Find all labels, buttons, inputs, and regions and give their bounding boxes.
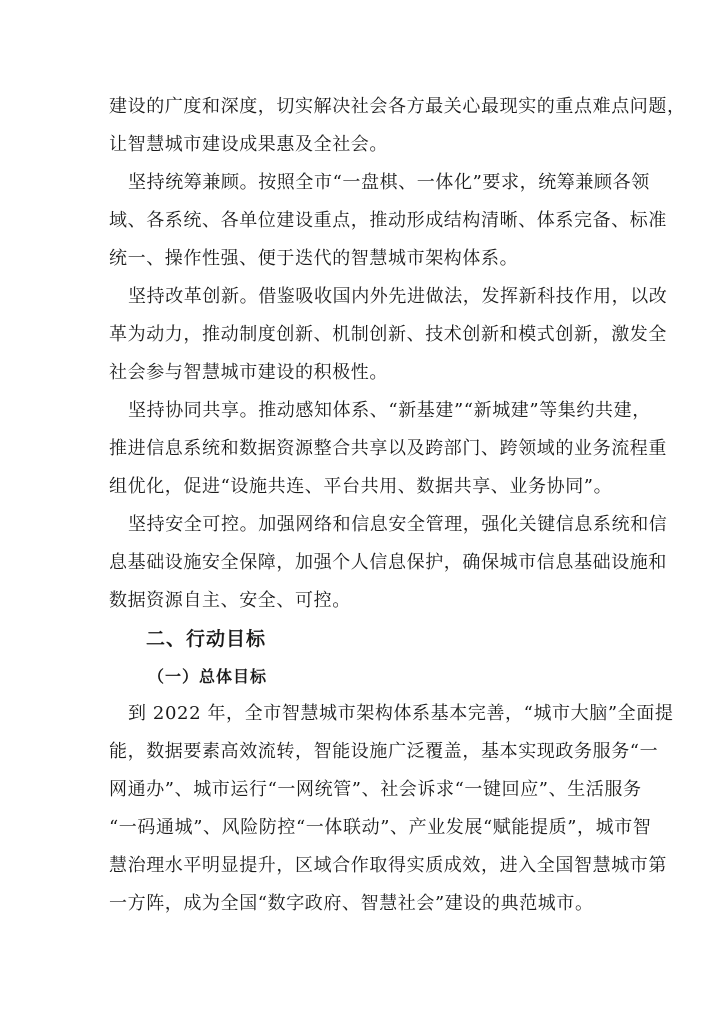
paragraph-line: 域、各系统、各单位建设重点，推动形成结构清晰、体系完备、标准: [109, 210, 667, 231]
paragraph-line: 统一、操作性强、便于迭代的智慧城市架构体系。: [109, 248, 519, 269]
paragraph-line: 网通办”、城市运行“一网统管”、社会诉求“一键回应”、生活服务: [109, 779, 642, 800]
paragraph-line: 推进信息系统和数据资源整合共享以及跨部门、跨领域的业务流程重: [109, 438, 667, 459]
paragraph-line: 革为动力，推动制度创新、机制创新、技术创新和模式创新，激发全: [109, 324, 667, 345]
subsection-heading: （一）总体目标: [148, 667, 268, 686]
paragraph-line: 慧治理水平明显提升，区域合作取得实质成效，进入全国智慧城市第: [109, 855, 667, 876]
paragraph-line: 能，数据要素高效流转，智能设施广泛覆盖，基本实现政务服务“一: [109, 741, 659, 762]
paragraph-line: 让智慧城市建设成果惠及全社会。: [109, 134, 388, 155]
paragraph-line: 息基础设施安全保障，加强个人信息保护，确保城市信息基础设施和: [109, 552, 667, 573]
paragraph-line: 到 2022 年，全市智慧城市架构体系基本完善，“城市大脑”全面提: [128, 703, 674, 724]
paragraph-line: 数据资源自主、安全、可控。: [109, 590, 351, 611]
paragraph-line: 坚持改革创新。借鉴吸收国内外先进做法，发挥新科技作用，以改: [128, 286, 668, 307]
paragraph-line: 坚持安全可控。加强网络和信息安全管理，强化关键信息系统和信: [128, 514, 668, 535]
paragraph-line: 坚持协同共享。推动感知体系、“新基建”“新城建”等集约共建，: [128, 400, 651, 421]
paragraph-line: 一方阵，成为全国“数字政府、智慧社会”建设的典范城市。: [109, 893, 594, 914]
paragraph-line: “一码通城”、风险防控“一体联动”、产业发展“赋能提质”，城市智: [109, 817, 652, 838]
paragraph-line: 建设的广度和深度，切实解决社会各方最关心最现实的重点难点问题，: [109, 96, 686, 117]
section-heading: 二、行动目标: [146, 628, 267, 650]
paragraph-line: 坚持统筹兼顾。按照全市“一盘棋、一体化”要求，统筹兼顾各领: [128, 172, 650, 193]
paragraph-line: 社会参与智慧城市建设的积极性。: [109, 362, 388, 383]
paragraph-line: 组优化，促进“设施共连、平台共用、数据共享、业务协同”。: [109, 476, 613, 497]
